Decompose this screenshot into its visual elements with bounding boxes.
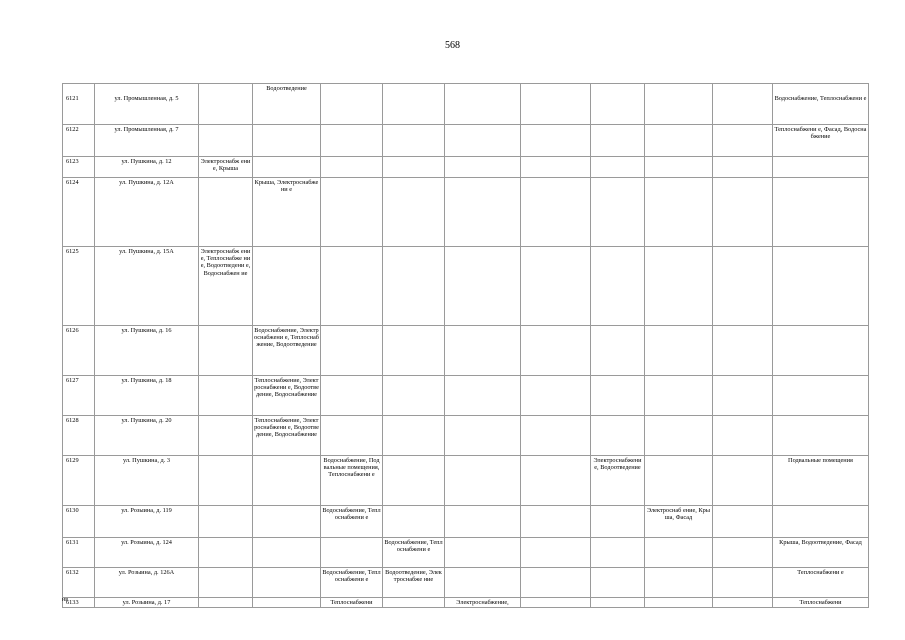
work-cell (383, 178, 445, 247)
work-cell (445, 84, 521, 125)
work-cell (521, 157, 591, 178)
row-number: 6133 (63, 597, 95, 607)
work-cell (713, 597, 773, 607)
work-cell (713, 567, 773, 597)
work-cell (199, 325, 253, 375)
work-cell (713, 455, 773, 505)
work-cell (321, 84, 383, 125)
work-cell (521, 246, 591, 325)
work-cell: Теплоснабжение, Электроснабжени е, Водоотведение, Водоснабжение (253, 415, 321, 455)
row-address: ул. Розыина, д. 124 (95, 537, 199, 567)
work-cell (383, 597, 445, 607)
work-cell (445, 325, 521, 375)
work-cell (645, 325, 713, 375)
row-number: 6121 (63, 84, 95, 125)
work-cell (445, 567, 521, 597)
work-cell (713, 178, 773, 247)
work-cell (521, 537, 591, 567)
table-row (63, 246, 869, 325)
work-cell (713, 537, 773, 567)
registry-table (62, 83, 869, 608)
work-cell (591, 505, 645, 537)
work-cell (591, 325, 645, 375)
work-cell (521, 597, 591, 607)
row-address: ул. Пушкина, д. 12А (95, 178, 199, 247)
table-row (63, 505, 869, 537)
work-cell (199, 567, 253, 597)
work-cell (645, 567, 713, 597)
table-row (63, 178, 869, 247)
table-row (63, 537, 869, 567)
work-cell (773, 178, 869, 247)
work-cell (253, 567, 321, 597)
work-cell (521, 455, 591, 505)
work-cell (773, 375, 869, 415)
work-cell (591, 597, 645, 607)
work-cell (199, 415, 253, 455)
work-cell: Водоснабжение, Теплоснабжени е (383, 537, 445, 567)
work-cell (591, 125, 645, 157)
work-cell (591, 246, 645, 325)
work-cell: Теплоснабжени е, Фасад, Водоснабжение (773, 125, 869, 157)
table-row (63, 415, 869, 455)
work-cell (445, 178, 521, 247)
work-cell (321, 415, 383, 455)
table-row (63, 567, 869, 597)
work-cell (713, 325, 773, 375)
work-cell: Крыша, Водоотведение, Фасад (773, 537, 869, 567)
work-cell (645, 597, 713, 607)
work-cell (645, 415, 713, 455)
table-row (63, 375, 869, 415)
table-row (63, 84, 869, 125)
work-cell (713, 157, 773, 178)
work-cell (253, 157, 321, 178)
work-cell (445, 505, 521, 537)
row-address: ул. Пушкина, д. 16 (95, 325, 199, 375)
work-cell (713, 505, 773, 537)
work-cell: Подвальные помещения (773, 455, 869, 505)
work-cell (445, 246, 521, 325)
work-cell (383, 415, 445, 455)
work-cell (521, 325, 591, 375)
work-cell (383, 125, 445, 157)
row-address: ул. Пушкина, д. 3 (95, 455, 199, 505)
row-address: ул. Розыина, д. 126А (95, 567, 199, 597)
work-cell: Теплоснабжени (773, 597, 869, 607)
work-cell (591, 537, 645, 567)
work-cell: Теплоснабжени (321, 597, 383, 607)
work-cell (645, 375, 713, 415)
work-cell (445, 415, 521, 455)
work-cell (645, 455, 713, 505)
table-row (63, 455, 869, 505)
work-cell: Крыша, Электроснабжени е (253, 178, 321, 247)
work-cell (773, 505, 869, 537)
work-cell (713, 415, 773, 455)
work-cell (199, 455, 253, 505)
work-cell (591, 567, 645, 597)
row-number: 6126 (63, 325, 95, 375)
work-cell (713, 246, 773, 325)
work-cell: Электроснабж ение, Крыша (199, 157, 253, 178)
work-cell (645, 157, 713, 178)
work-cell: Водоснабжение, Электроснабжени е, Теплоснабжение, Водоотведение (253, 325, 321, 375)
work-cell: Водоснабжение, Подвальные помещения, Теплоснабжени е (321, 455, 383, 505)
work-cell (773, 415, 869, 455)
row-number: 6131 (63, 537, 95, 567)
work-cell: Водоотведение (253, 84, 321, 125)
work-cell (199, 597, 253, 607)
work-cell (253, 455, 321, 505)
work-cell (645, 178, 713, 247)
work-cell (591, 178, 645, 247)
work-cell (383, 455, 445, 505)
work-cell: Электроснабжени е, Водоотведение (591, 455, 645, 505)
work-cell (199, 84, 253, 125)
work-cell (383, 505, 445, 537)
work-cell (321, 325, 383, 375)
work-cell (645, 125, 713, 157)
row-number: 6124 (63, 178, 95, 247)
work-cell (773, 325, 869, 375)
work-cell (253, 597, 321, 607)
work-cell (521, 567, 591, 597)
work-cell (445, 157, 521, 178)
footer-mark: нв (62, 597, 69, 603)
work-cell (773, 246, 869, 325)
work-cell (321, 246, 383, 325)
work-cell: Водоснабжение, Теплоснабжени е (321, 567, 383, 597)
row-number: 6132 (63, 567, 95, 597)
work-cell: Водоотведение, Электроснабже ние (383, 567, 445, 597)
work-cell (713, 84, 773, 125)
row-address: ул. Пушкина, д. 18 (95, 375, 199, 415)
work-cell (591, 157, 645, 178)
work-cell (321, 125, 383, 157)
work-cell (321, 178, 383, 247)
table-row (63, 325, 869, 375)
work-cell (645, 246, 713, 325)
work-cell (521, 125, 591, 157)
work-cell (253, 505, 321, 537)
table-row (63, 157, 869, 178)
work-cell (199, 505, 253, 537)
table-row (63, 125, 869, 157)
work-cell (445, 537, 521, 567)
row-address: ул. Промышленная, д. 7 (95, 125, 199, 157)
work-cell: Водоснабжение, Теплоснабжени е (321, 505, 383, 537)
work-cell (713, 375, 773, 415)
work-cell (773, 157, 869, 178)
work-cell: Теплоснабжени е (773, 567, 869, 597)
row-address: ул. Пушкина, д. 12 (95, 157, 199, 178)
work-cell (253, 537, 321, 567)
work-cell (199, 537, 253, 567)
work-cell (445, 375, 521, 415)
row-number: 6125 (63, 246, 95, 325)
page-number: 568 (445, 40, 460, 51)
work-cell (321, 375, 383, 415)
work-cell: Электроснабжение, (445, 597, 521, 607)
row-address: ул. Промышленная, д. 5 (95, 84, 199, 125)
work-cell (383, 375, 445, 415)
row-number: 6130 (63, 505, 95, 537)
work-cell (321, 157, 383, 178)
table-row (63, 597, 869, 607)
work-cell (383, 84, 445, 125)
work-cell (383, 246, 445, 325)
work-cell (445, 455, 521, 505)
work-cell (521, 505, 591, 537)
work-cell (591, 375, 645, 415)
work-cell (521, 84, 591, 125)
row-address: ул. Розыина, д. 17 (95, 597, 199, 607)
row-number: 6127 (63, 375, 95, 415)
work-cell (199, 375, 253, 415)
work-cell (645, 84, 713, 125)
work-cell (521, 415, 591, 455)
work-cell (521, 375, 591, 415)
work-cell (713, 125, 773, 157)
work-cell (645, 537, 713, 567)
work-cell: Электроснабж ение, Теплоснабже ние, Водоотведени е, Водоснабжен ие (199, 246, 253, 325)
work-cell (253, 246, 321, 325)
work-cell: Электроснаб ение, Крыша, Фасад (645, 505, 713, 537)
work-cell (253, 125, 321, 157)
work-cell (383, 157, 445, 178)
work-cell (199, 178, 253, 247)
row-number: 6122 (63, 125, 95, 157)
row-address: ул. Пушкина, д. 15А (95, 246, 199, 325)
work-cell (445, 125, 521, 157)
row-address: ул. Пушкина, д. 20 (95, 415, 199, 455)
row-number: 6129 (63, 455, 95, 505)
work-cell (591, 84, 645, 125)
work-cell (591, 415, 645, 455)
row-address: ул. Розыина, д. 119 (95, 505, 199, 537)
row-number: 6128 (63, 415, 95, 455)
row-number: 6123 (63, 157, 95, 178)
work-cell (321, 537, 383, 567)
work-cell: Водоснабжение, Теплоснабжени е (773, 84, 869, 125)
work-cell (199, 125, 253, 157)
work-cell (383, 325, 445, 375)
work-cell (521, 178, 591, 247)
work-cell: Теплоснабжение, Электроснабжени е, Водоотведение, Водоснабжение (253, 375, 321, 415)
